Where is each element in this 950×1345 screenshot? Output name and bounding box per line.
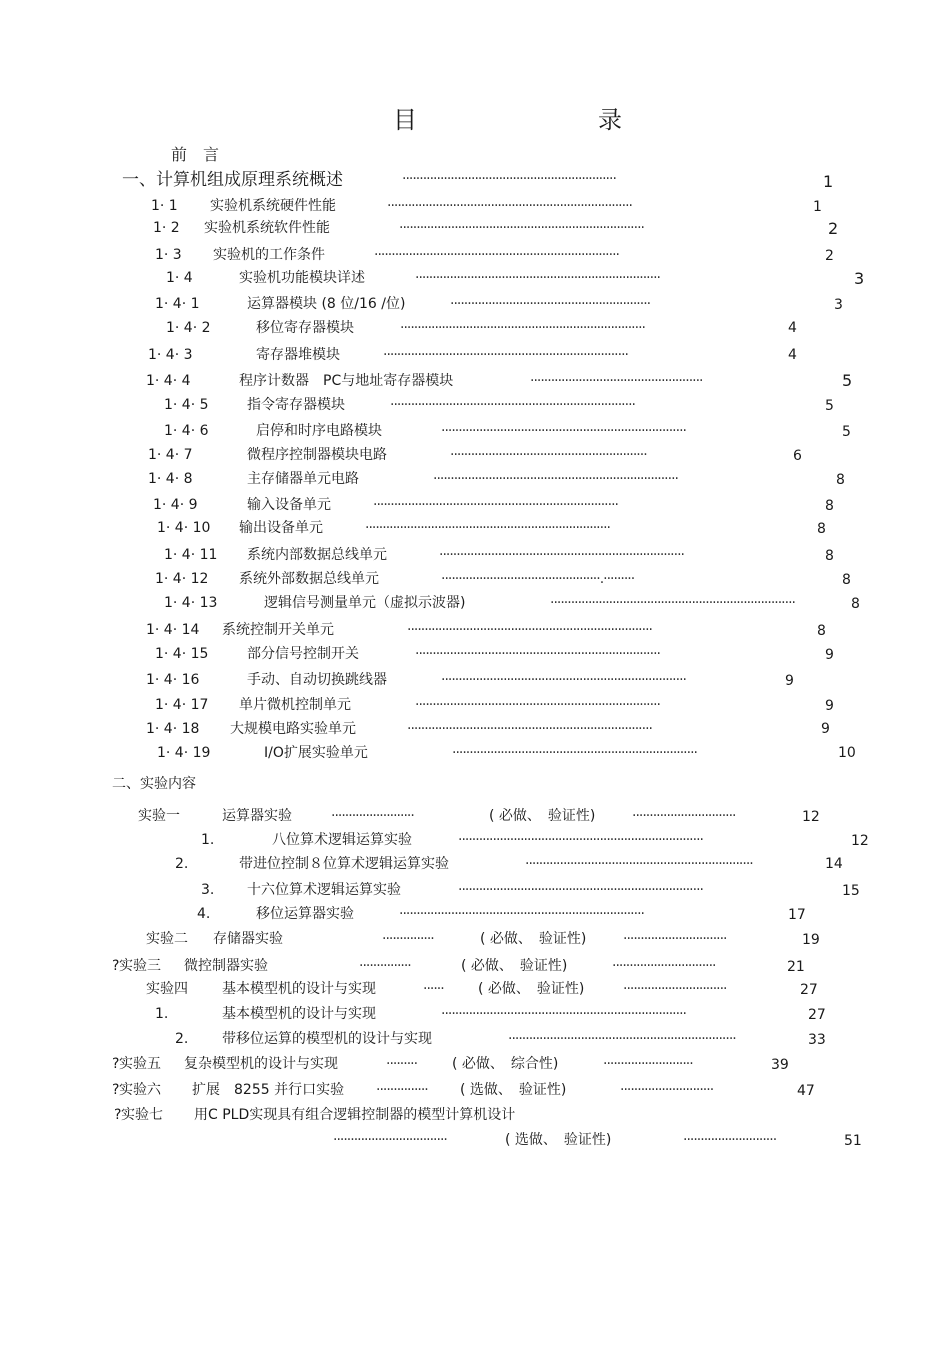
experiment-3-leader-2: ······························ — [612, 959, 716, 973]
subsection-1-4-12-label: 系统外部数据总线单元 — [239, 571, 379, 587]
subsection-1-4-14-number: 1· 4· 14 — [146, 622, 200, 638]
subsection-1-4-9-leader: ······································································· — [373, 498, 618, 512]
experiment-4-leader-1: ······ — [423, 982, 444, 996]
section-1-3-page: 2 — [825, 248, 834, 264]
experiment-2-label: 存储器实验 — [213, 931, 283, 947]
subsection-1-4-2-page: 4 — [788, 320, 797, 336]
subsection-1-4-5-label: 指令寄存器模块 — [247, 397, 345, 413]
section-1-4-label: 实验机功能模块详述 — [239, 270, 365, 286]
subsection-1-4-15-label: 部分信号控制开关 — [247, 646, 359, 662]
subsection-1-4-6-label: 启停和时序电路模块 — [256, 423, 382, 439]
subsection-1-4-8-page: 8 — [836, 472, 845, 488]
subsection-1-4-3-leader: ······································································· — [383, 348, 628, 362]
subsection-1-4-17-leader: ······································································· — [415, 698, 660, 712]
experiment-1-item-3-number: 3. — [201, 882, 215, 898]
experiment-4-item-1-label: 基本模型机的设计与实现 — [222, 1006, 376, 1022]
subsection-1-4-13-number: 1· 4· 13 — [164, 595, 218, 611]
subsection-1-4-6-leader: ······································································· — [441, 424, 686, 438]
experiment-6-leader-2: ··························· — [620, 1083, 714, 1097]
section-1-2-leader: ······································································· — [399, 221, 644, 235]
subsection-1-4-11-page: 8 — [825, 548, 834, 564]
experiment-1-number: 实验一 — [138, 808, 180, 824]
subsection-1-4-19-number: 1· 4· 19 — [157, 745, 211, 761]
experiment-1-type: ( 必做、 验证性) — [489, 808, 596, 824]
section-1-2-label: 实验机系统软件性能 — [204, 220, 330, 236]
experiment-1-item-2-leader: ·································································· — [525, 857, 753, 871]
subsection-1-4-18-label: 大规模电路实验单元 — [230, 721, 356, 737]
experiment-4-item-1-leader: ······································································· — [441, 1007, 686, 1021]
experiment-3-leader-1: ··············· — [359, 959, 411, 973]
experiment-1-leader-2: ······························ — [632, 809, 736, 823]
subsection-1-4-5-number: 1· 4· 5 — [164, 397, 209, 413]
subsection-1-4-9-page: 8 — [825, 498, 834, 514]
experiment-5-leader-2: ·························· — [603, 1057, 693, 1071]
experiment-1-item-1-leader: ······································································· — [458, 833, 703, 847]
subsection-1-4-4-number: 1· 4· 4 — [146, 373, 191, 389]
experiment-1-item-3-page: 15 — [842, 883, 860, 899]
subsection-1-4-5-page: 5 — [825, 398, 834, 414]
experiment-7-number: 实验七 — [121, 1107, 163, 1123]
experiment-7-label: 用C PLD实现具有组合逻辑控制器的模型计算机设计 — [194, 1107, 516, 1123]
subsection-1-4-15-number: 1· 4· 15 — [155, 646, 209, 662]
experiment-5-mark: ? — [112, 1056, 120, 1072]
section-1-3-label: 实验机的工作条件 — [213, 247, 325, 263]
subsection-1-4-6-number: 1· 4· 6 — [164, 423, 209, 439]
experiment-1-label: 运算器实验 — [222, 808, 292, 824]
subsection-1-4-11-label: 系统内部数据总线单元 — [247, 547, 387, 563]
experiment-1-leader-1: ························ — [331, 809, 414, 823]
section-1-4-page: 3 — [854, 269, 865, 288]
subsection-1-4-1-number: 1· 4· 1 — [155, 296, 200, 312]
experiment-7-leader-1: ································· — [333, 1133, 447, 1147]
section-1-1-page: 1 — [813, 199, 822, 215]
subsection-1-4-10-label: 输出设备单元 — [239, 520, 323, 536]
subsection-1-4-9-number: 1· 4· 9 — [153, 497, 198, 513]
subsection-1-4-1-label: 运算器模块 (8 位/16 /位) — [247, 296, 406, 312]
subsection-1-4-12-leader: ··············································.········· — [441, 572, 635, 586]
subsection-1-4-19-leader: ······································································· — [452, 746, 697, 760]
section-1-4-number: 1· 4 — [166, 270, 193, 286]
subsection-1-4-8-leader: ······································································· — [433, 472, 678, 486]
section-1-1-leader: ······································································· — [387, 199, 632, 213]
experiment-7-mark: ? — [114, 1107, 122, 1123]
preface-label: 前 言 — [171, 145, 220, 164]
experiment-4-item-2-label: 带移位运算的模型机的设计与实现 — [222, 1031, 432, 1047]
experiment-6-page: 47 — [797, 1083, 815, 1099]
experiment-1-item-1-page: 12 — [851, 833, 869, 849]
section-1-2-page: 2 — [828, 219, 839, 238]
experiment-5-type: ( 必做、 综合性) — [452, 1056, 559, 1072]
subsection-1-4-4-leader: ·················································· — [530, 374, 703, 388]
subsection-1-4-3-page: 4 — [788, 347, 797, 363]
experiment-5-leader-1: ········· — [386, 1057, 418, 1071]
subsection-1-4-16-number: 1· 4· 16 — [146, 672, 200, 688]
subsection-1-4-11-leader: ······································································· — [439, 548, 684, 562]
chapter-1-label: 一、计算机组成原理系统概述 — [122, 170, 343, 190]
section-1-4-leader: ······································································· — [415, 271, 660, 285]
subsection-1-4-13-page: 8 — [851, 596, 860, 612]
subsection-1-4-4-page: 5 — [842, 371, 853, 390]
experiment-1-item-4-page: 17 — [788, 907, 806, 923]
subsection-1-4-19-page: 10 — [838, 745, 856, 761]
subsection-1-4-17-page: 9 — [825, 698, 834, 714]
section-1-3-leader: ······································································· — [374, 248, 619, 262]
subsection-1-4-3-label: 寄存器堆模块 — [256, 347, 340, 363]
experiment-4-type: ( 必做、 验证性) — [478, 981, 585, 997]
experiment-4-label: 基本模型机的设计与实现 — [222, 981, 376, 997]
subsection-1-4-7-page: 6 — [793, 448, 802, 464]
subsection-1-4-13-leader: ······································································· — [550, 596, 795, 610]
experiment-1-item-1-number: 1. — [201, 832, 215, 848]
chapter-1-page: 1 — [823, 172, 834, 191]
chapter-2-label: 二、实验内容 — [112, 776, 196, 792]
experiment-4-leader-2: ······························ — [623, 982, 727, 996]
toc-title-char-1: 目 — [393, 106, 417, 134]
experiment-1-item-3-label: 十六位算术逻辑运算实验 — [247, 882, 401, 898]
experiment-2-leader-2: ······························ — [623, 932, 727, 946]
subsection-1-4-2-leader: ······································································· — [400, 321, 645, 335]
subsection-1-4-6-page: 5 — [842, 424, 851, 440]
section-1-1-label: 实验机系统硬件性能 — [210, 198, 336, 214]
toc-title-char-2: 录 — [598, 106, 622, 134]
subsection-1-4-17-label: 单片微机控制单元 — [239, 697, 351, 713]
experiment-4-item-2-leader: ·································································· — [508, 1032, 736, 1046]
experiment-1-item-2-label: 带进位控制８位算术逻辑运算实验 — [239, 856, 449, 872]
experiment-7-type: ( 选做、 验证性) — [505, 1132, 612, 1148]
section-1-1-number: 1· 1 — [151, 198, 178, 214]
subsection-1-4-16-page: 9 — [785, 673, 794, 689]
subsection-1-4-14-page: 8 — [817, 623, 826, 639]
subsection-1-4-15-leader: ······································································· — [415, 647, 660, 661]
subsection-1-4-19-label: I/O扩展实验单元 — [264, 745, 368, 761]
subsection-1-4-8-number: 1· 4· 8 — [148, 471, 193, 487]
subsection-1-4-8-label: 主存储器单元电路 — [247, 471, 359, 487]
subsection-1-4-7-label: 微程序控制器模块电路 — [247, 447, 387, 463]
section-1-2-number: 1· 2 — [153, 220, 180, 236]
experiment-6-type: ( 选做、 验证性) — [460, 1082, 567, 1098]
subsection-1-4-14-label: 系统控制开关单元 — [222, 622, 334, 638]
experiment-3-type: ( 必做、 验证性) — [461, 958, 568, 974]
experiment-4-item-1-number: 1. — [155, 1006, 169, 1022]
subsection-1-4-12-page: 8 — [842, 572, 851, 588]
experiment-1-item-4-leader: ······································································· — [399, 907, 644, 921]
subsection-1-4-17-number: 1· 4· 17 — [155, 697, 209, 713]
experiment-1-item-2-page: 14 — [825, 856, 843, 872]
subsection-1-4-11-number: 1· 4· 11 — [164, 547, 218, 563]
subsection-1-4-18-leader: ······································································· — [407, 722, 652, 736]
experiment-5-page: 39 — [771, 1057, 789, 1073]
subsection-1-4-10-leader: ······································································· — [365, 521, 610, 535]
experiment-6-number: 实验六 — [119, 1082, 161, 1098]
experiment-6-label: 扩展 8255 并行口实验 — [192, 1082, 345, 1098]
experiment-1-item-4-number: 4. — [197, 906, 211, 922]
subsection-1-4-5-leader: ······································································· — [390, 398, 635, 412]
subsection-1-4-1-page: 3 — [834, 297, 843, 313]
experiment-2-page: 19 — [802, 932, 820, 948]
experiment-4-item-1-page: 27 — [808, 1007, 826, 1023]
experiment-6-mark: ? — [112, 1082, 120, 1098]
experiment-7-page: 51 — [844, 1133, 862, 1149]
subsection-1-4-18-number: 1· 4· 18 — [146, 721, 200, 737]
experiment-4-number: 实验四 — [146, 981, 188, 997]
experiment-5-number: 实验五 — [119, 1056, 161, 1072]
experiment-1-item-2-number: 2. — [175, 856, 189, 872]
experiment-2-type: ( 必做、 验证性) — [480, 931, 587, 947]
section-1-3-number: 1· 3 — [155, 247, 182, 263]
experiment-2-leader-1: ··············· — [382, 932, 434, 946]
experiment-3-mark: ? — [112, 958, 120, 974]
experiment-3-label: 微控制器实验 — [184, 958, 268, 974]
experiment-2-number: 实验二 — [146, 931, 188, 947]
chapter-1-leader: ······························································ — [402, 172, 616, 186]
experiment-1-item-4-label: 移位运算器实验 — [256, 906, 354, 922]
experiment-1-item-3-leader: ······································································· — [458, 883, 703, 897]
subsection-1-4-15-page: 9 — [825, 647, 834, 663]
subsection-1-4-18-page: 9 — [821, 721, 830, 737]
subsection-1-4-10-number: 1· 4· 10 — [157, 520, 211, 536]
subsection-1-4-16-leader: ······································································· — [441, 673, 686, 687]
subsection-1-4-16-label: 手动、自动切换跳线器 — [247, 672, 387, 688]
subsection-1-4-2-label: 移位寄存器模块 — [256, 320, 354, 336]
experiment-3-number: 实验三 — [119, 958, 161, 974]
experiment-4-page: 27 — [800, 982, 818, 998]
subsection-1-4-13-label: 逻辑信号测量单元（虚拟示波器) — [264, 595, 466, 611]
experiment-4-item-2-page: 33 — [808, 1032, 826, 1048]
experiment-1-item-1-label: 八位算术逻辑运算实验 — [272, 832, 412, 848]
experiment-4-item-2-number: 2. — [175, 1031, 189, 1047]
experiment-1-page: 12 — [802, 809, 820, 825]
experiment-6-leader-1: ··············· — [376, 1083, 428, 1097]
subsection-1-4-12-number: 1· 4· 12 — [155, 571, 209, 587]
experiment-3-page: 21 — [787, 959, 805, 975]
subsection-1-4-14-leader: ······································································· — [407, 623, 652, 637]
subsection-1-4-2-number: 1· 4· 2 — [166, 320, 211, 336]
subsection-1-4-3-number: 1· 4· 3 — [148, 347, 193, 363]
experiment-5-label: 复杂模型机的设计与实现 — [184, 1056, 338, 1072]
subsection-1-4-1-leader: ·························································· — [450, 297, 651, 311]
subsection-1-4-4-label: 程序计数器 PC与地址寄存器模块 — [239, 373, 454, 389]
subsection-1-4-7-number: 1· 4· 7 — [148, 447, 193, 463]
subsection-1-4-9-label: 输入设备单元 — [247, 497, 331, 513]
subsection-1-4-10-page: 8 — [817, 521, 826, 537]
experiment-7-leader-2: ··························· — [683, 1133, 777, 1147]
subsection-1-4-7-leader: ························································· — [450, 448, 647, 462]
